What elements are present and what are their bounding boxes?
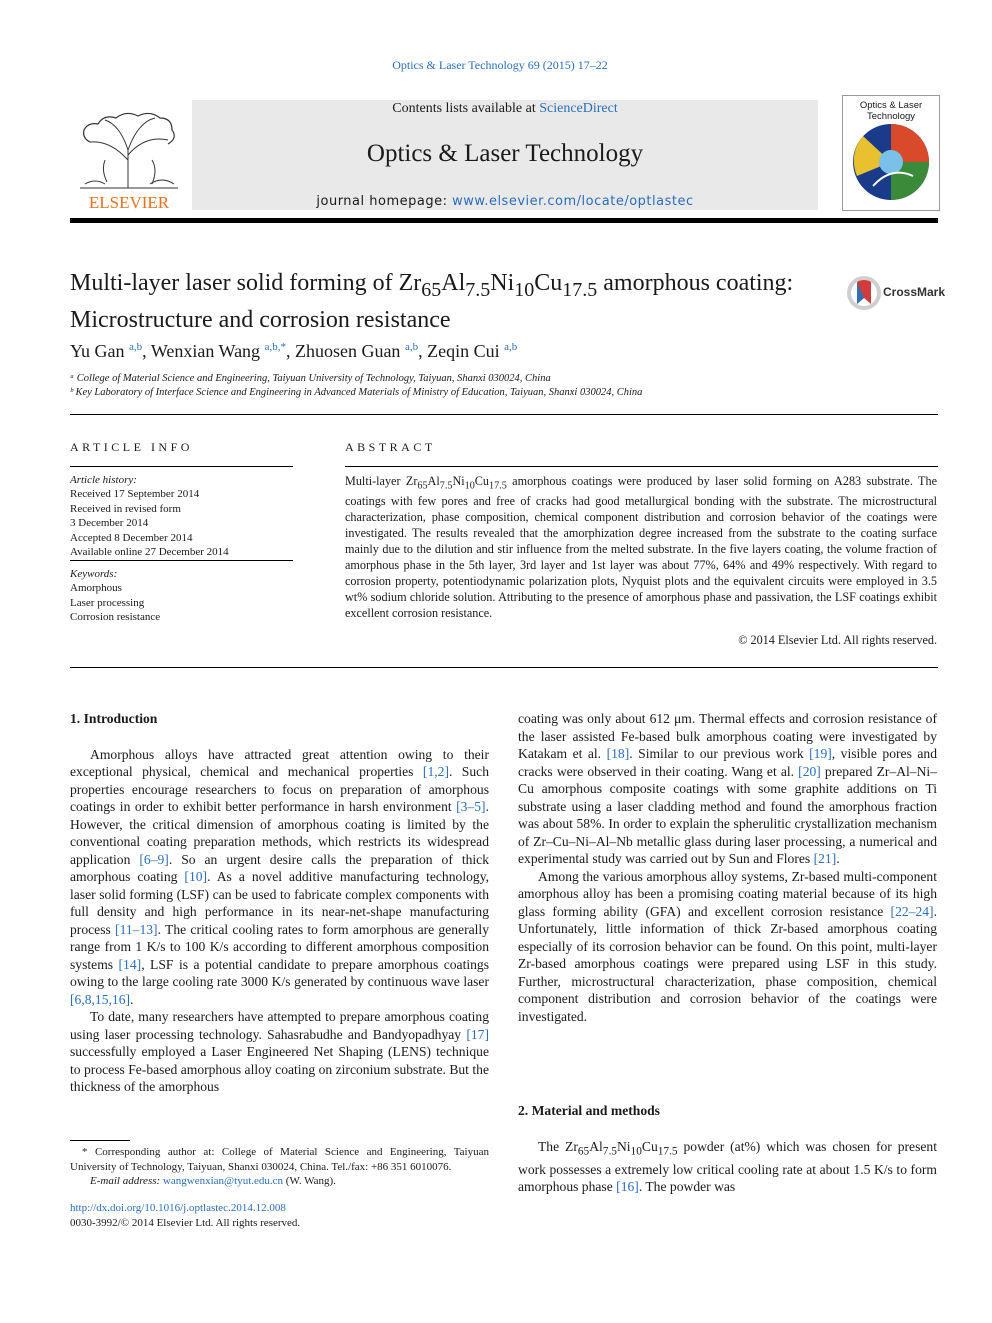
abstract-rule [345,466,938,467]
body-paragraph: The $Zr_{65}Al_{7.5}Ni_{10}Cu_{17.5}$ powder (at%) which was chosen for present work possesses a extremely low critical cooling rate at about 1.5 K/s to form amorphous phase [16]. The powder was [518,1138,937,1195]
journal-cover-thumbnail [842,95,940,211]
abstract-copyright: © 2014 Elsevier Ltd. All rights reserved. [738,633,937,647]
article-history [70,473,293,559]
journal-banner [192,100,818,210]
abstract-heading: ABSTRACT [345,440,436,454]
reference-link[interactable]: [6,8,15,16] [70,991,131,1007]
crossmark-badge[interactable] [845,274,946,312]
reference-link[interactable]: [14] [118,956,142,972]
body-left-column [70,710,489,1096]
section-2 [518,1102,937,1196]
journal-citation: Optics & Laser Technology 69 (2015) 17–22 [392,58,608,72]
reference-link[interactable]: [21] [813,851,837,866]
section-heading-introduction: 1. Introduction [70,711,158,726]
reference-link[interactable]: [18] [606,746,630,761]
article-info-heading: ARTICLE INFO [70,440,193,454]
body-paragraph: To date, many researchers have attempted to prepare amorphous coating using laser processing technology. Sahasrabudhe and Bandyopadhyay [17] successfully employed a Laser Engineered Net Shaping (LENS) technique to process Fe-based amorphous alloy coating on zirconium substrate. But the thickness of the amorphous [70,1009,489,1094]
crossmark-label: CrossMark [883,285,946,299]
title-rule [70,414,938,415]
reference-link[interactable]: [20] [798,763,821,779]
reference-link[interactable]: [6–9] [139,851,169,867]
body-paragraph: Among the various amorphous alloy systems, Zr-based multi-component amorphous alloy has been a promising coating material because of its high glass forming ability (GFA) and excellent corrosion resistance [22–24]. Unfortunately, little information of thick Zr-based amorphous coating especially of its corrosion behavior can be found. On this point, multi-layer Zr-based amorphous coatings were prepared using LSF in this study. Further, microstructural characterization, phase composition, chemical component distribution and corrosion behavior of the coatings were investigated. [518,868,937,1024]
reference-link[interactable]: [22–24] [890,903,934,919]
keyword: Corrosion resistance [70,611,161,624]
email-link[interactable]: wangwenxian@tyut.edu.cn [162,1175,284,1187]
affiliation-b: ᵇ Key Laboratory of Interface Science and Engineering in Advanced Materials of Ministry of Education, Taiyuan, Shanxi 030024, China [70,387,643,398]
email-note: E-mail address: wangwenxian@tyut.edu.cn (W. Wang). [90,1175,336,1187]
footnote-rule [70,1140,130,1141]
author-list: Yu Gan $^{a,b}$, Wenxian Wang $^{a,b,*}$, Zhuosen Guan $^{a,b}$, Zeqin Cui $^{a,b}$ [70,341,518,361]
journal-homepage: journal homepage: www.elsevier.com/locate/optlastec [316,194,694,209]
abstract-bottom-rule [70,667,938,668]
history-rule [70,560,293,561]
publisher-name: ELSEVIER [88,193,170,212]
issn-line: 0030-3992/© 2014 Elsevier Ltd. All rights reserved. [70,1217,301,1229]
crossmark-icon [845,274,883,312]
history-item: 3 December 2014 [70,517,149,530]
history-item: Accepted 8 December 2014 [70,531,193,544]
keyword: Laser processing [70,596,145,609]
homepage-link[interactable]: www.elsevier.com/locate/optlastec [452,194,694,209]
doi-link[interactable]: http://dx.doi.org/10.1016/j.optlastec.2014.12.008 [70,1202,286,1214]
reference-link[interactable]: [11–13] [115,921,158,937]
history-item: Received in revised form [70,502,181,515]
body-paragraph: Amorphous alloys have attracted great attention owing to their exceptional physical, chemical and mechanical properties [1,2]. Such properties encourage researchers to focus on preparation of amorphous coatings in order to exhibit better performance in harsh environment [3–5]. However, the critical dimension of amorphous coating is limited by the conventional coating preparation methods, which restricts its widespread application [6–9]. So an urgent desire calls the preparation of thick amorphous coating [10]. As a novel additive manufacturing technology, laser solid forming (LSF) can be used to fabricate complex components with full density and high performance in its near-net-shape manufacturing process [11–13]. The critical cooling rates to form amorphous are generally range from 1 K/s to 100 K/s according to different amorphous composition systems [14], LSF is a potential candidate to prepare amorphous coatings owing to the large cooling rate 3000 K/s generated by continuous wave laser [6,8,15,16]. [70,746,490,1007]
body-right-column [518,710,937,1025]
reference-link[interactable]: [17] [466,1026,489,1042]
contents-line: Contents lists available at ScienceDirect [392,101,618,116]
reference-link[interactable]: [3–5] [456,799,486,814]
keyword: Amorphous [70,582,122,595]
history-item: Available online 27 December 2014 [70,546,229,559]
reference-link[interactable]: [19] [809,746,832,761]
article-title: Multi-layer laser solid forming of $Zr_{65}Al_{7.5}Ni_{10}Cu_{17.5}$ amorphous coating: Microstructure and corrosion resistance [70,270,794,333]
article-info-rule [70,466,293,467]
corresponding-author-note: * Corresponding author at: College of Material Science and Engineering, Taiyuan University of Technology, Taiyuan, Shanxi 030024, China. Tel./fax: +86 351 6010076. [70,1146,489,1173]
body-paragraph: coating was only about 612 μm. Thermal effects and corrosion resistance of the laser assisted Fe-based bulk amorphous coating were investigated by Katakam et al. [18]. Similar to our previous work [19], visible pores and cracks were observed in their coating. Wang et al. [20] prepared Zr–Al–Ni–Cu amorphous composite coatings with some graphite additions on Ti substrate using a laser cladding method and found the amorphous fraction was about 58%. In order to explain the spherulitic crystallization mechanism of Zr–Cu–Ni–Al–Nb metallic glass during laser processing, a numerical and experimental study was carried out by Sun and Flores [21]. [518,711,937,866]
abstract-text: Multi-layer $Zr_{65}Al_{7.5}Ni_{10}Cu_{17.5}$ amorphous coatings were produced by laser solid forming on A283 substrate. The coatings with few pores and free of cracks had good metallurgical bonding with the substrate. The microstructural characterization, phase composition, chemical component distribution and corrosion behavior of the coatings were investigated. The results revealed that the amorphization degree increased from the substrate to the coating surface mainly due to the dilution and stir influence from the melted substrate. In the five layers coating, the volume fraction of amorphous phase in the 5th layer, 3rd layer and 1st layer was about 77%, 64% and 49% respectively. With regard to corrosion property, potentiodynamic polarization plots, Nyquist plots and the equivalent circuits were employed in 3.5 wt% sodium chloride solution. Attributing to the presence of amorphous phase and passivation, the LSF coatings exhibit excellent corrosion resistance. [345,474,937,620]
reference-link[interactable]: [16] [616,1179,639,1195]
reference-link[interactable]: [1,2] [422,764,449,779]
history-label: Article history: [70,474,137,486]
cover-title: Optics & Laser Technology [859,100,923,122]
affiliation-a: ᵃ College of Material Science and Engineering, Taiyuan University of Technology, Taiyuan, Shanxi 030024, China [70,373,551,384]
section-heading-materials: 2. Material and methods [518,1103,660,1118]
header-rule [70,218,938,223]
history-item: Received 17 September 2014 [70,488,200,501]
keywords-label: Keywords: [70,568,118,580]
reference-link[interactable]: [10] [184,869,208,884]
keywords [70,567,293,625]
elsevier-logo [70,100,188,212]
journal-title: Optics & Laser Technology [366,140,644,167]
sciencedirect-link[interactable]: ScienceDirect [539,101,618,116]
